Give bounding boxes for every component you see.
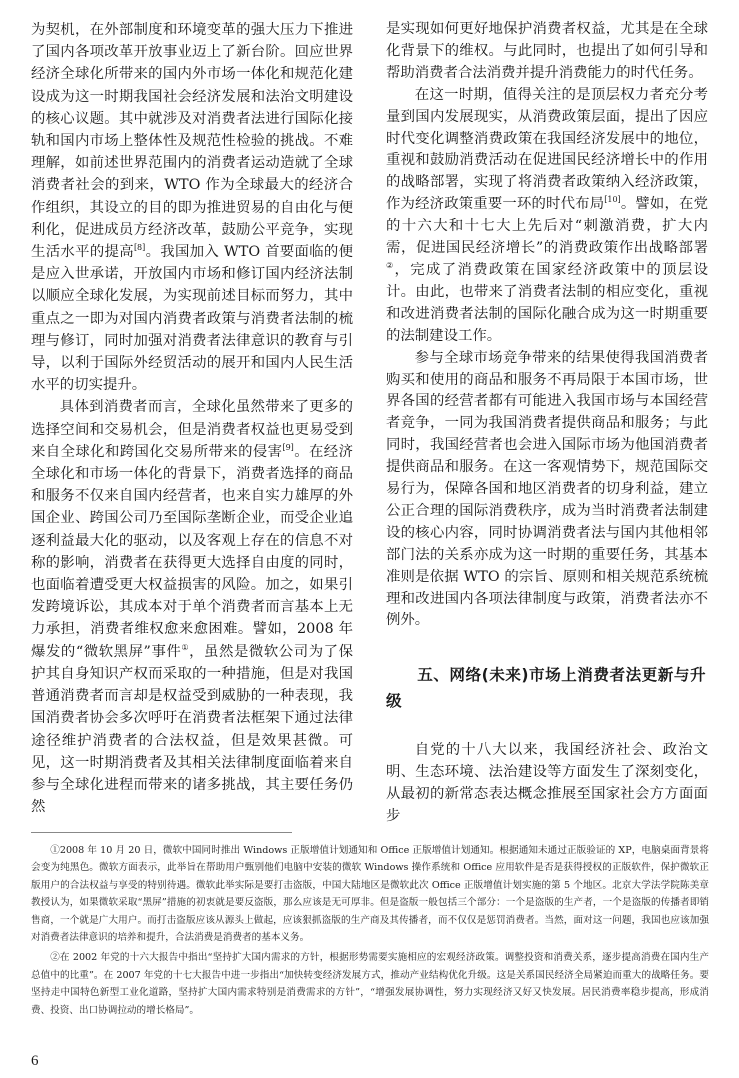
body-paragraph	[386, 85, 708, 348]
paragraph-text: 为契机，在外部制度和环境变革的强大压力下推进了国内各项改革开放事业迈上了新台阶。回应世界经济全球化所带来的国内外市场一体化和规范化建设成为这一时期我国社会经济发展和法治文明建设的核心议题。其中就涉及对消费者法进行国际化接轨和国内市场上整体性及规范性检验的挑战。不难理解，如前述世界范围内的消费者运动造就了全球消费者社会的到来，WTO 作为全球最大的经济合作组织，其设立的目的即为推进贸易的自由化与便利化，促进成员方经济改革，鼓励公平竞争，实现生活水平的提高	[31, 22, 353, 261]
body-paragraph: 是实现如何更好地保护消费者权益，尤其是在全球化背景下的维权。与此同时，也提出了如何引导和帮助消费者合法消费并提升消费能力的时代任务。	[386, 21, 708, 81]
left-column	[31, 19, 353, 818]
paragraph-text: ，虽然是微软公司为了保护其自身知识产权而采取的一种措施，但是对我国普通消费者而言却是权益受到威胁的一种表现，我国消费者协会多次呼吁在消费者法框架下通过法律途径维护消费者的合法权益，但是效果甚微。可见，这一时期消费者及其相关法律制度面临着来自参与全球化进程而带来的诸多挑战，其主要任务仍然	[31, 643, 353, 816]
citation-ref[interactable]: [8]	[133, 243, 146, 253]
footnote-marker[interactable]: ②	[386, 260, 395, 270]
footnote-marker[interactable]: ①	[181, 642, 190, 652]
paragraph-text: 具体到消费者而言，全球化虽然带来了更多的选择空间和交易机会，但是消费者权益也更易受到来自全球化和跨国化交易所带来的侵害	[31, 399, 353, 460]
citation-ref[interactable]: [10]	[604, 195, 621, 205]
paragraph-text: 在这一时期，值得关注的是顶层权力者充分考量到国内发展现实，从消费政策层面，提出了因应时代变化调整消费政策在我国经济发展中的地位，重视和鼓励消费活动在促进国民经济增长中的作用的战略部署，实现了将消费者政策纳入经济政策，作为经济政策重要一环的时代布局	[386, 86, 708, 213]
body-paragraph	[31, 396, 353, 818]
paragraph-text: 。譬如，在党的十六大和十七大上先后对“刺激消费，扩大内需，促进国民经济增长”的消费政策作出战略部署	[386, 196, 708, 257]
footnotes	[31, 842, 709, 1019]
right-column	[386, 19, 708, 828]
citation-ref[interactable]: [9]	[282, 442, 294, 452]
body-paragraph: 自党的十八大以来，我国经济社会、政治文明、生态环境、法治建设等方面发生了深刻变化，从最初的新常态表达概念推展至国家社会方方面面步	[386, 742, 708, 825]
page-number: 6	[31, 1053, 39, 1069]
footnote-1: ①2008 年 10 月 20 日，微软中国同时推出 Windows 正版增值计划通知和 Office 正版增值计划通知。根据通知未通过正版验证的 XP，电脑桌面背景将会变为纯黑色。微软方面表示，此举旨在帮助用户甄别他们电脑中安装的微软 Windows 操作系统和 Office 应用软件是否是获得授权的正版软件，保护微软正版用户的合法权益与享受的特别待遇。微软此举实际是要打击盗版，中国大陆地区是微软此次 Office 正版增值计划实施的第 5 个地区。北京大学法学院陈美章教授认为，如果微软采取“黑屏”措施的初衷就是要反盗版，那么应该是无可厚非。但是盗版一般包括三个部分：一个是盗版的生产者，一个是盗版的传播者即销售商，一个就是广大用户。而打击盗版应该从源头上做起，应该狠抓盗版的生产商及其传播者，而不仅仅是惩罚消费者。当然，面对这一问题，我国也应该加强对消费者法律意识的培养和提升，合法消费是消费者的基本义务。	[31, 845, 709, 944]
footnote-divider	[31, 832, 292, 833]
section-heading: 五、网络(未来)市场上消费者法更新与升级	[386, 666, 707, 711]
body-paragraph	[31, 19, 353, 396]
paragraph-text: 。在经济全球化和市场一体化的背景下，消费者选择的商品和服务不仅来自国内经营者，也来自实力雄厚的外国企业、跨国公司乃至国际垄断企业，而受企业追逐利益最大化的驱动，以及客观上存在的信息不对称的影响，消费者在获得更大选择自由度的同时，也面临着遭受更大权益损害的风险。加之，如果引发跨境诉讼，其成本对于单个消费者而言基本上无力承担，消费者维权愈来愈困难。譬如，2008 年爆发的“微软黑屏”事件	[31, 443, 353, 660]
footnote-2: ②在 2002 年党的十六大报告中指出“坚持扩大国内需求的方针，根据形势需要实施相应的宏观经济政策。调整投资和消费关系，逐步提高消费在国内生产总值中的比重”。在 2007 年党的十七大报告中进一步指出“加快转变经济发展方式，推动产业结构优化升级。这是关系国民经济全局紧迫而重大的战略任务。要坚持走中国特色新型工业化道路，坚持扩大国内需求特别是消费需求的方针”，“增强发展协调性，努力实现经济又好又快发展。居民消费率稳步提高，形成消费、投资、出口协调拉动的增长格局”。	[31, 952, 709, 1016]
paragraph-text: ，完成了消费政策在国家经济政策中的顶层设计。由此，也带来了消费者法制的相应变化，重视和改进消费者法制的国际化融合成为这一时期重要的法制建设工作。	[386, 261, 708, 344]
body-paragraph: 参与全球市场竞争带来的结果使得我国消费者购买和使用的商品和服务不再局限于本国市场，世界各国的经营者都有可能进入我国市场与本国经营者竞争，一同为我国消费者提供商品和服务；与此同时，我国经营者也会进入国际市场为他国消费者提供商品和服务。在这一客观情势下，规范国际交易行为，保障各国和地区消费者的切身利益，建立公正合理的国际消费秩序，成为当时消费者法制建设的核心内容，同时协调消费者法与国内其他相邻部门法的关系亦成为这一时期的重要任务，其基本准则是依据 WTO 的宗旨、原则和相关规范系统梳理和改进国内各项法律制度与政策，消费者法亦不例外。	[386, 349, 708, 629]
paragraph-text: 。我国加入 WTO 首要面临的便是应入世承诺，开放国内市场和修订国内经济法制以顺应全球化发展，为实现前述目标而努力，其中重点之一即为对国内消费者政策与消费者法制的梳理与修订，同时加强对消费者法律意识的教育与引导，以利于国际外经贸活动的展开和国内人民生活水平的切实提升。	[31, 244, 353, 394]
